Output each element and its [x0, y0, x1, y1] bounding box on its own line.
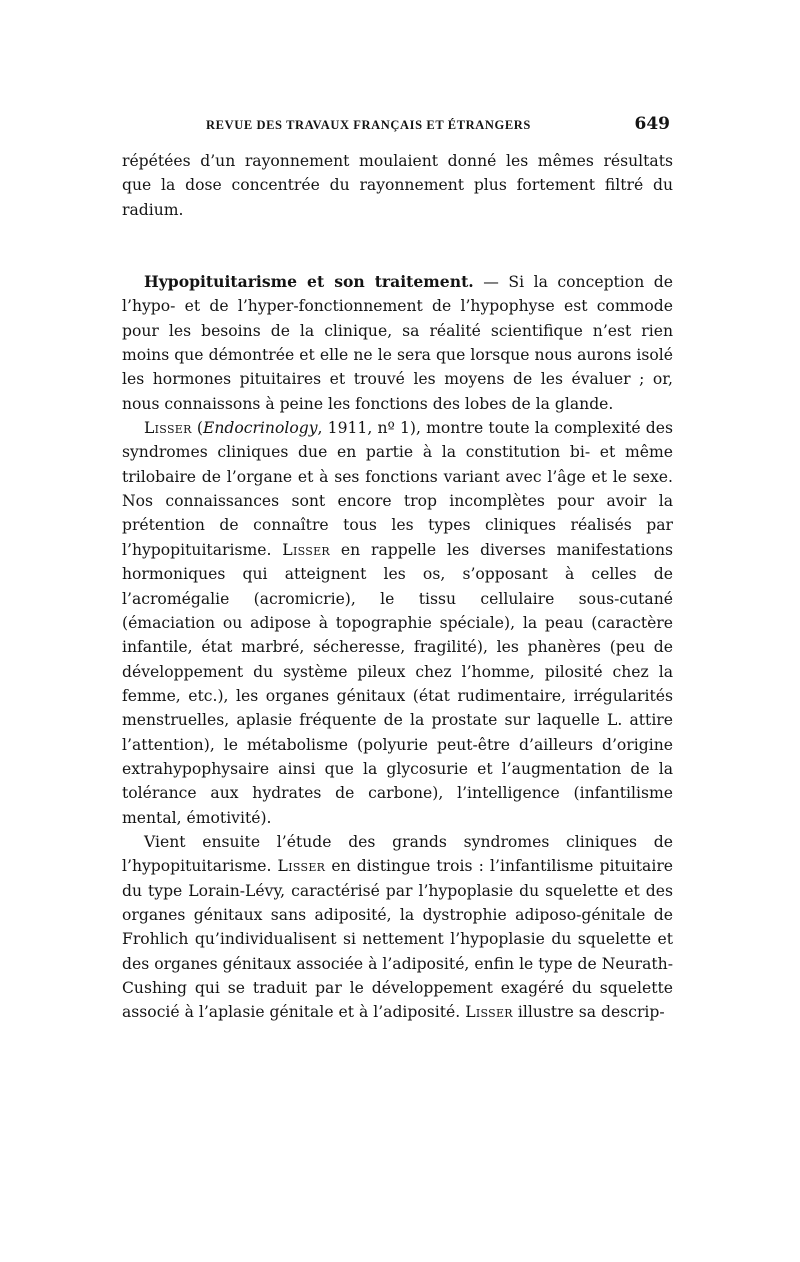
author-name: Lisser: [465, 1003, 513, 1022]
paragraph-syndromes: [122, 830, 673, 1025]
continuation-paragraph: répétées d’un rayonnement moulaient donné les mêmes résultats que la dose concentrée du rayonnement plus fortement filtré du radium.: [122, 152, 673, 219]
reference-open: (: [191, 419, 203, 438]
section-paragraph: [122, 270, 673, 416]
running-title: REVUE DES TRAVAUX FRANÇAIS ET ÉTRANGERS: [206, 118, 531, 132]
paragraph-text: illustre sa descrip-: [512, 1003, 665, 1022]
journal-title: Endocrinology: [202, 419, 318, 438]
author-name: Lisser: [144, 419, 192, 438]
paragraph-text: en rappelle les diverses manifestations hormoniques qui atteignent les os, s’opposant à celles de l’acromégalie (acromicrie), le tissu cellulaire sous-cutané (émaciation ou adipose à topographie spéciale), la peau (caractère infantile, état marbré, sécheresse, fragilité), les phanères (peu de développement du système pileux chez l’homme, pilosité chez la femme, etc.), les organes génitaux (état rudimentaire, irrégularités menstruelles, aplasie fréquente de la prostate sur laquelle L. attire l’attention), le métabolisme (polyurie peut-être d’ailleurs d’origine extrahypophysaire ainsi que la glycosurie et l’augmentation de la tolérance aux hydrates de carbone), l’intelligence (infantilisme mental, émotivité).: [122, 540, 673, 827]
section-heading: Hypopituitarisme et son traitement.: [144, 272, 474, 292]
paragraph-text: Vient ensuite l’étude des grands syndromes cliniques de l’hypopituitarisme.: [122, 832, 673, 876]
running-header: [122, 114, 682, 138]
body-text: [122, 149, 673, 1025]
paragraph-text: en distingue trois : l’infantilisme pituitaire du type Lorain-Lévy, caractérisé par l’hypoplasie du squelette et des organes génitaux sans adiposité, la dystrophie adiposo-génitale de Frohlich qu’individualisent si nettement l’hypoplasie du squelette et des organes génitaux associée à l’adiposité, enfin le type de Neurath-Cushing qui se traduit par le développement exagéré du squelette associé à l’aplasie génitale et à l’adiposité.: [122, 857, 673, 1022]
author-name: Lisser: [277, 857, 326, 876]
paragraph-text: , 1911, nº 1), montre toute la complexité des syndromes cliniques due en partie à la constitution bi- et même trilobaire de l’organe et à ses fonctions variant avec l’âge et le sexe. Nos connaissances sont encore trop incomplètes pour avoir la prétention de connaître tous les types cliniques réalisés par l’hypopituitarisme.: [122, 419, 673, 559]
author-name: Lisser: [282, 540, 330, 559]
paragraph-lisser-manifestations: [122, 416, 673, 830]
page-number: 649: [634, 114, 670, 134]
section-intro-text: — Si la conception de l’hypo- et de l’hyper-fonctionnement de l’hypophyse est commode pour les besoins de la clinique, sa réalité scientifique n’est rien moins que démontrée et elle ne le sera que lorsque nous aurons isolé les hormones pituitaires et trouvé les moyens de les évaluer ; or, nous connaissons à peine les fonctions des lobes de la glande.: [122, 273, 673, 413]
section-spacer: [122, 222, 673, 270]
